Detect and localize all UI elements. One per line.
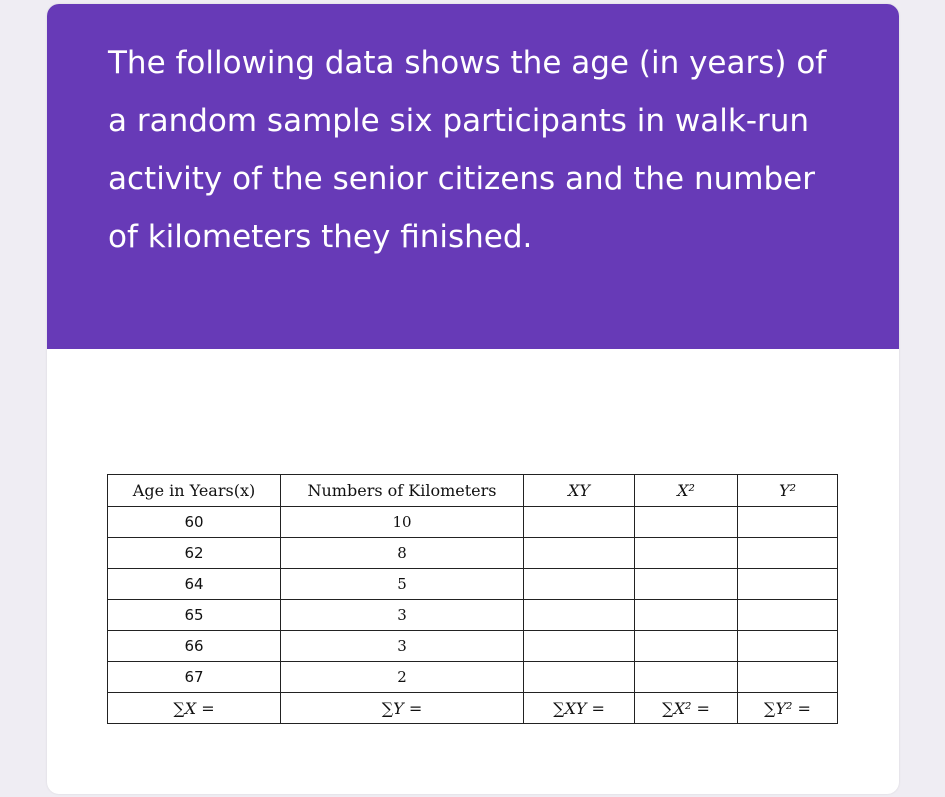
age-cell: 66: [108, 631, 281, 662]
table-header-row: [108, 475, 838, 507]
header-xy: XY: [524, 475, 635, 507]
y-squared-cell: [738, 600, 838, 631]
y-squared-cell: [738, 507, 838, 538]
km-cell: 5: [281, 569, 524, 600]
km-cell: 10: [281, 507, 524, 538]
km-cell: 8: [281, 538, 524, 569]
sum-y-squared-cell: ∑Y² =: [738, 693, 838, 724]
header-x-squared: X²: [635, 475, 738, 507]
question-table-image: [107, 474, 838, 724]
age-cell: 60: [108, 507, 281, 538]
header-age: Age in Years(x): [108, 475, 281, 507]
table-row: [108, 569, 838, 600]
table-row: [108, 600, 838, 631]
table-row: [108, 507, 838, 538]
y-squared-cell: [738, 631, 838, 662]
sum-x-squared-cell: ∑X² =: [635, 693, 738, 724]
age-cell: 64: [108, 569, 281, 600]
header-y-squared: Y²: [738, 475, 838, 507]
age-cell: 67: [108, 662, 281, 693]
y-squared-cell: [738, 538, 838, 569]
xy-cell: [524, 538, 635, 569]
table-row: [108, 662, 838, 693]
question-card: [47, 4, 899, 794]
km-cell: 3: [281, 631, 524, 662]
x-squared-cell: [635, 631, 738, 662]
age-cell: 65: [108, 600, 281, 631]
xy-cell: [524, 631, 635, 662]
question-text: The following data shows the age (in years) of a random sample six participants in walk-run activity of the senior citizens and the number of kilometers they finished.: [108, 45, 827, 255]
x-squared-cell: [635, 538, 738, 569]
km-cell: 3: [281, 600, 524, 631]
sum-x-cell: ∑X =: [108, 693, 281, 724]
x-squared-cell: [635, 662, 738, 693]
xy-cell: [524, 600, 635, 631]
x-squared-cell: [635, 507, 738, 538]
age-cell: 62: [108, 538, 281, 569]
xy-cell: [524, 507, 635, 538]
km-cell: 2: [281, 662, 524, 693]
data-table: [107, 474, 838, 724]
sum-y-cell: ∑Y =: [281, 693, 524, 724]
x-squared-cell: [635, 569, 738, 600]
xy-cell: [524, 569, 635, 600]
question-header: [47, 4, 899, 349]
sum-xy-cell: ∑XY =: [524, 693, 635, 724]
header-kilometers: Numbers of Kilometers: [281, 475, 524, 507]
table-sum-row: [108, 693, 838, 724]
x-squared-cell: [635, 600, 738, 631]
y-squared-cell: [738, 662, 838, 693]
xy-cell: [524, 662, 635, 693]
table-row: [108, 631, 838, 662]
table-row: [108, 538, 838, 569]
y-squared-cell: [738, 569, 838, 600]
